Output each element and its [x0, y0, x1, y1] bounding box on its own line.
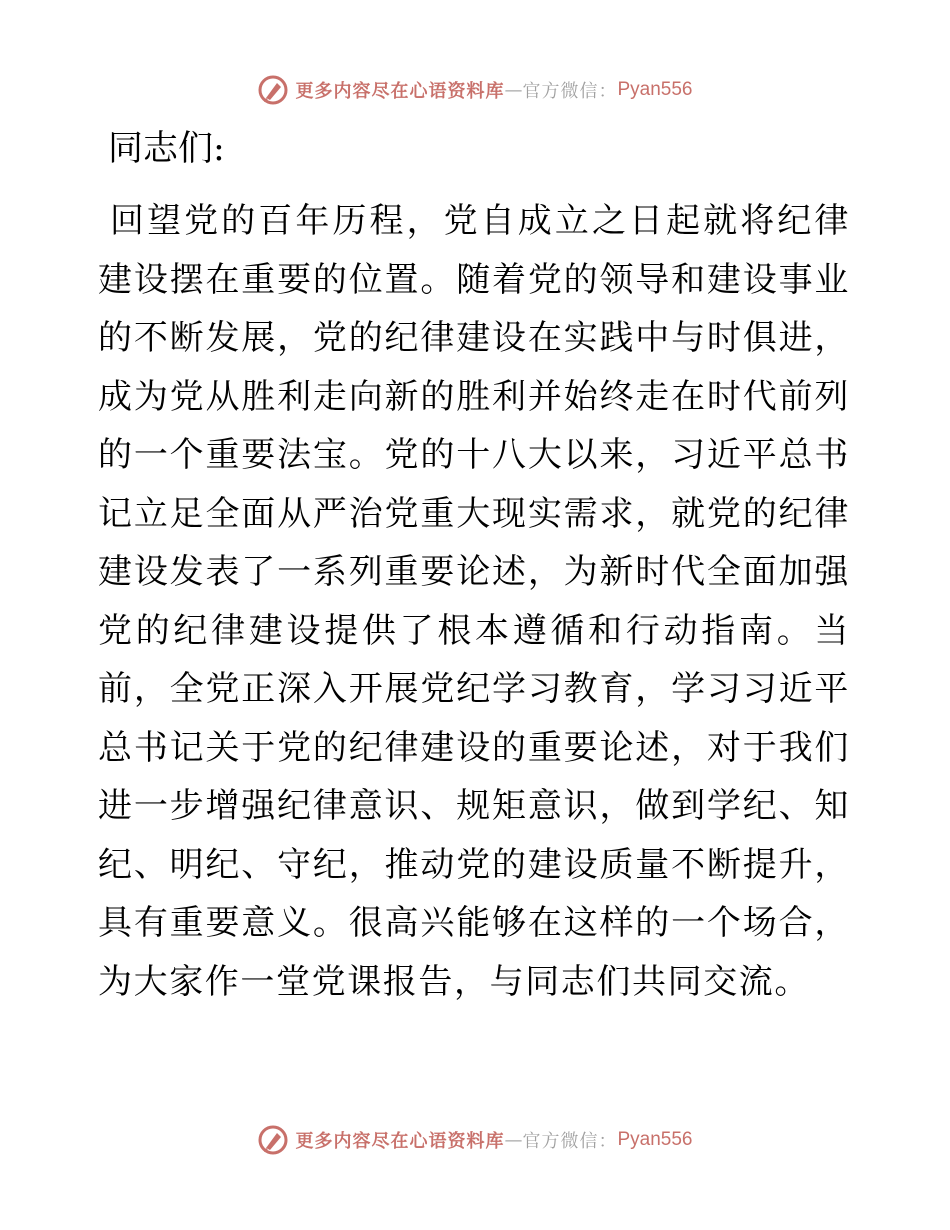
salutation: 同志们:	[108, 129, 225, 169]
watermark-account: Pyan556	[617, 79, 693, 100]
watermark-site-text: 更多内容尽在心语资料库	[295, 1131, 505, 1152]
body-paragraph: 回望党的百年历程，党自成立之日起就将纪律建设摆在重要的位置。随着党的领导和建设事业的不断发展，党的纪律建设在实践中与时俱进，成为党从胜利走向新的胜利并始终走在时代前列的一个重要法宝。党的十八大以来，习近平总书记立足全面从严治党重大现实需求，就党的纪律建设发表了一系列重要论述，为新时代全面加强党的纪律建设提供了根本遵循和行动指南。当前，全党正深入开展党纪学习教育，学习习近平总书记关于党的纪律建设的重要论述，对于我们进一步增强纪律意识、规矩意识，做到学纪、知纪、明纪、守纪，推动党的建设质量不断提升，具有重要意义。很高兴能够在这样的一个场合，为大家作一堂党课报告，与同志们共同交流。	[98, 201, 850, 1002]
watermark-contact-label: 官方微信：	[522, 1131, 618, 1152]
pen-nib-circle-icon	[257, 74, 289, 106]
watermark-contact-label: 官方微信：	[522, 81, 618, 102]
watermark-account: Pyan556	[617, 1129, 693, 1150]
watermark-site-text: 更多内容尽在心语资料库	[295, 81, 505, 102]
pen-nib-circle-icon	[257, 1124, 289, 1156]
watermark-dash: —	[504, 1129, 523, 1151]
watermark-dash: —	[504, 79, 523, 101]
footer-watermark	[0, 1120, 950, 1160]
header-watermark	[0, 70, 950, 110]
